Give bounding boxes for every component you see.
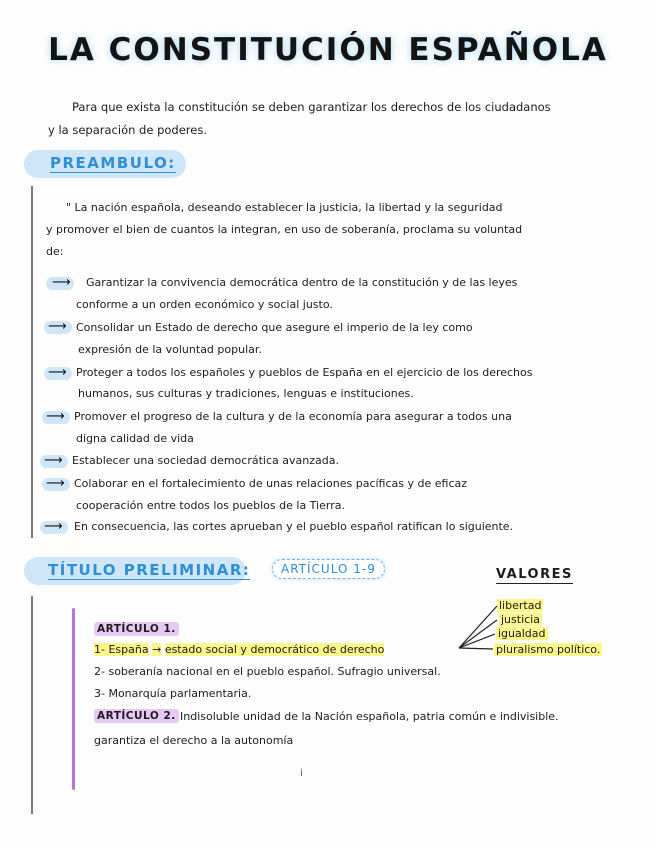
bullet-2-line-1: Consolidar un Estado de derecho que asegure el imperio de la ley como (76, 321, 473, 334)
articulo-1-line-3: 3- Monarquía parlamentaria. (94, 687, 252, 700)
arrow-right-icon: → (152, 643, 162, 656)
preambulo-quote-line-2: y promover el bien de cuantos la integran, en uso de soberanía, proclama su voluntad (46, 223, 523, 236)
bullet-1-line-2: conforme a un orden económico y social justo. (76, 298, 333, 311)
valor-pluralismo: pluralismo político. (496, 643, 601, 656)
page-title: LA CONSTITUCIÓN ESPAÑOLA (48, 32, 608, 68)
bullet-3-line-2: humanos, sus culturas y tradiciones, lenguas e instituciones. (78, 387, 414, 400)
arrow-right-icon: ⟶ (48, 319, 67, 334)
preambulo-margin-line (31, 186, 33, 538)
articulo-1-line-2: 2- soberanía nacional en el pueblo español. Sufragio universal. (94, 665, 441, 678)
titulo-preliminar-heading: TÍTULO PRELIMINAR: (48, 561, 251, 579)
bullet-2-line-2: expresión de la voluntad popular. (78, 343, 262, 356)
espana-text: 1- España (94, 643, 149, 656)
valor-justicia: justicia (501, 613, 540, 626)
bullet-5-line-1: Establecer una sociedad democrática avanzada. (72, 454, 339, 467)
articulo-2-line-2: garantiza el derecho a la autonomía (94, 734, 294, 747)
page-mark: i (300, 768, 303, 779)
valor-igualdad: igualdad (498, 627, 546, 640)
bullet-6-line-2: cooperación entre todos los pueblos de la Tierra. (76, 499, 345, 512)
bullet-1-line-1: Garantizar la convivencia democrática dentro de la constitución y de las leyes (86, 276, 518, 289)
arrow-right-icon: ⟶ (52, 275, 71, 290)
bullet-4-line-2: digna calidad de vida (76, 432, 194, 445)
bullet-4-line-1: Promover el progreso de la cultura y de la economía para asegurar a todos una (74, 410, 512, 423)
bullet-6-line-1: Colaborar en el fortalecimiento de unas relaciones pacíficas y de eficaz (74, 477, 468, 490)
estado-text: estado social y democrático de derecho (164, 643, 385, 656)
articulo-1-label: ARTÍCULO 1. (94, 622, 179, 636)
articulo-1-line-1 (94, 640, 384, 660)
bullet-3-line-1: Proteger a todos los españoles y pueblos de España en el ejercicio de los derechos (76, 366, 533, 379)
articulo-range-badge: ARTÍCULO 1-9 (272, 559, 385, 579)
preambulo-quote-line-3: de: (46, 245, 64, 258)
preambulo-quote-line-1: " La nación española, deseando establecer la justicia, la libertad y la seguridad (66, 201, 503, 214)
valor-libertad: libertad (499, 599, 542, 612)
titulo-margin-line (31, 596, 33, 814)
preambulo-heading: PREAMBULO: (50, 154, 176, 172)
articulos-purple-line (72, 608, 75, 790)
valores-label: VALORES (496, 567, 573, 582)
intro-line-1: Para que exista la constitución se deben garantizar los derechos de los ciudadanos (72, 100, 551, 114)
arrow-right-icon: ⟶ (44, 453, 63, 468)
arrow-right-icon: ⟶ (44, 519, 63, 534)
arrow-right-icon: ⟶ (46, 409, 65, 424)
articulo-2-line-1: Indisoluble unidad de la Nación española, patria común e indivisible. (180, 710, 559, 723)
bullet-7-line-1: En consecuencia, las cortes aprueban y el pueblo español ratifican lo siguiente. (74, 520, 514, 533)
articulo-2-label: ARTÍCULO 2. (94, 709, 179, 723)
valores-connector-lines (455, 598, 505, 658)
arrow-right-icon: ⟶ (46, 476, 65, 491)
arrow-right-icon: ⟶ (48, 365, 67, 380)
intro-line-2: y la separación de poderes. (48, 123, 207, 137)
